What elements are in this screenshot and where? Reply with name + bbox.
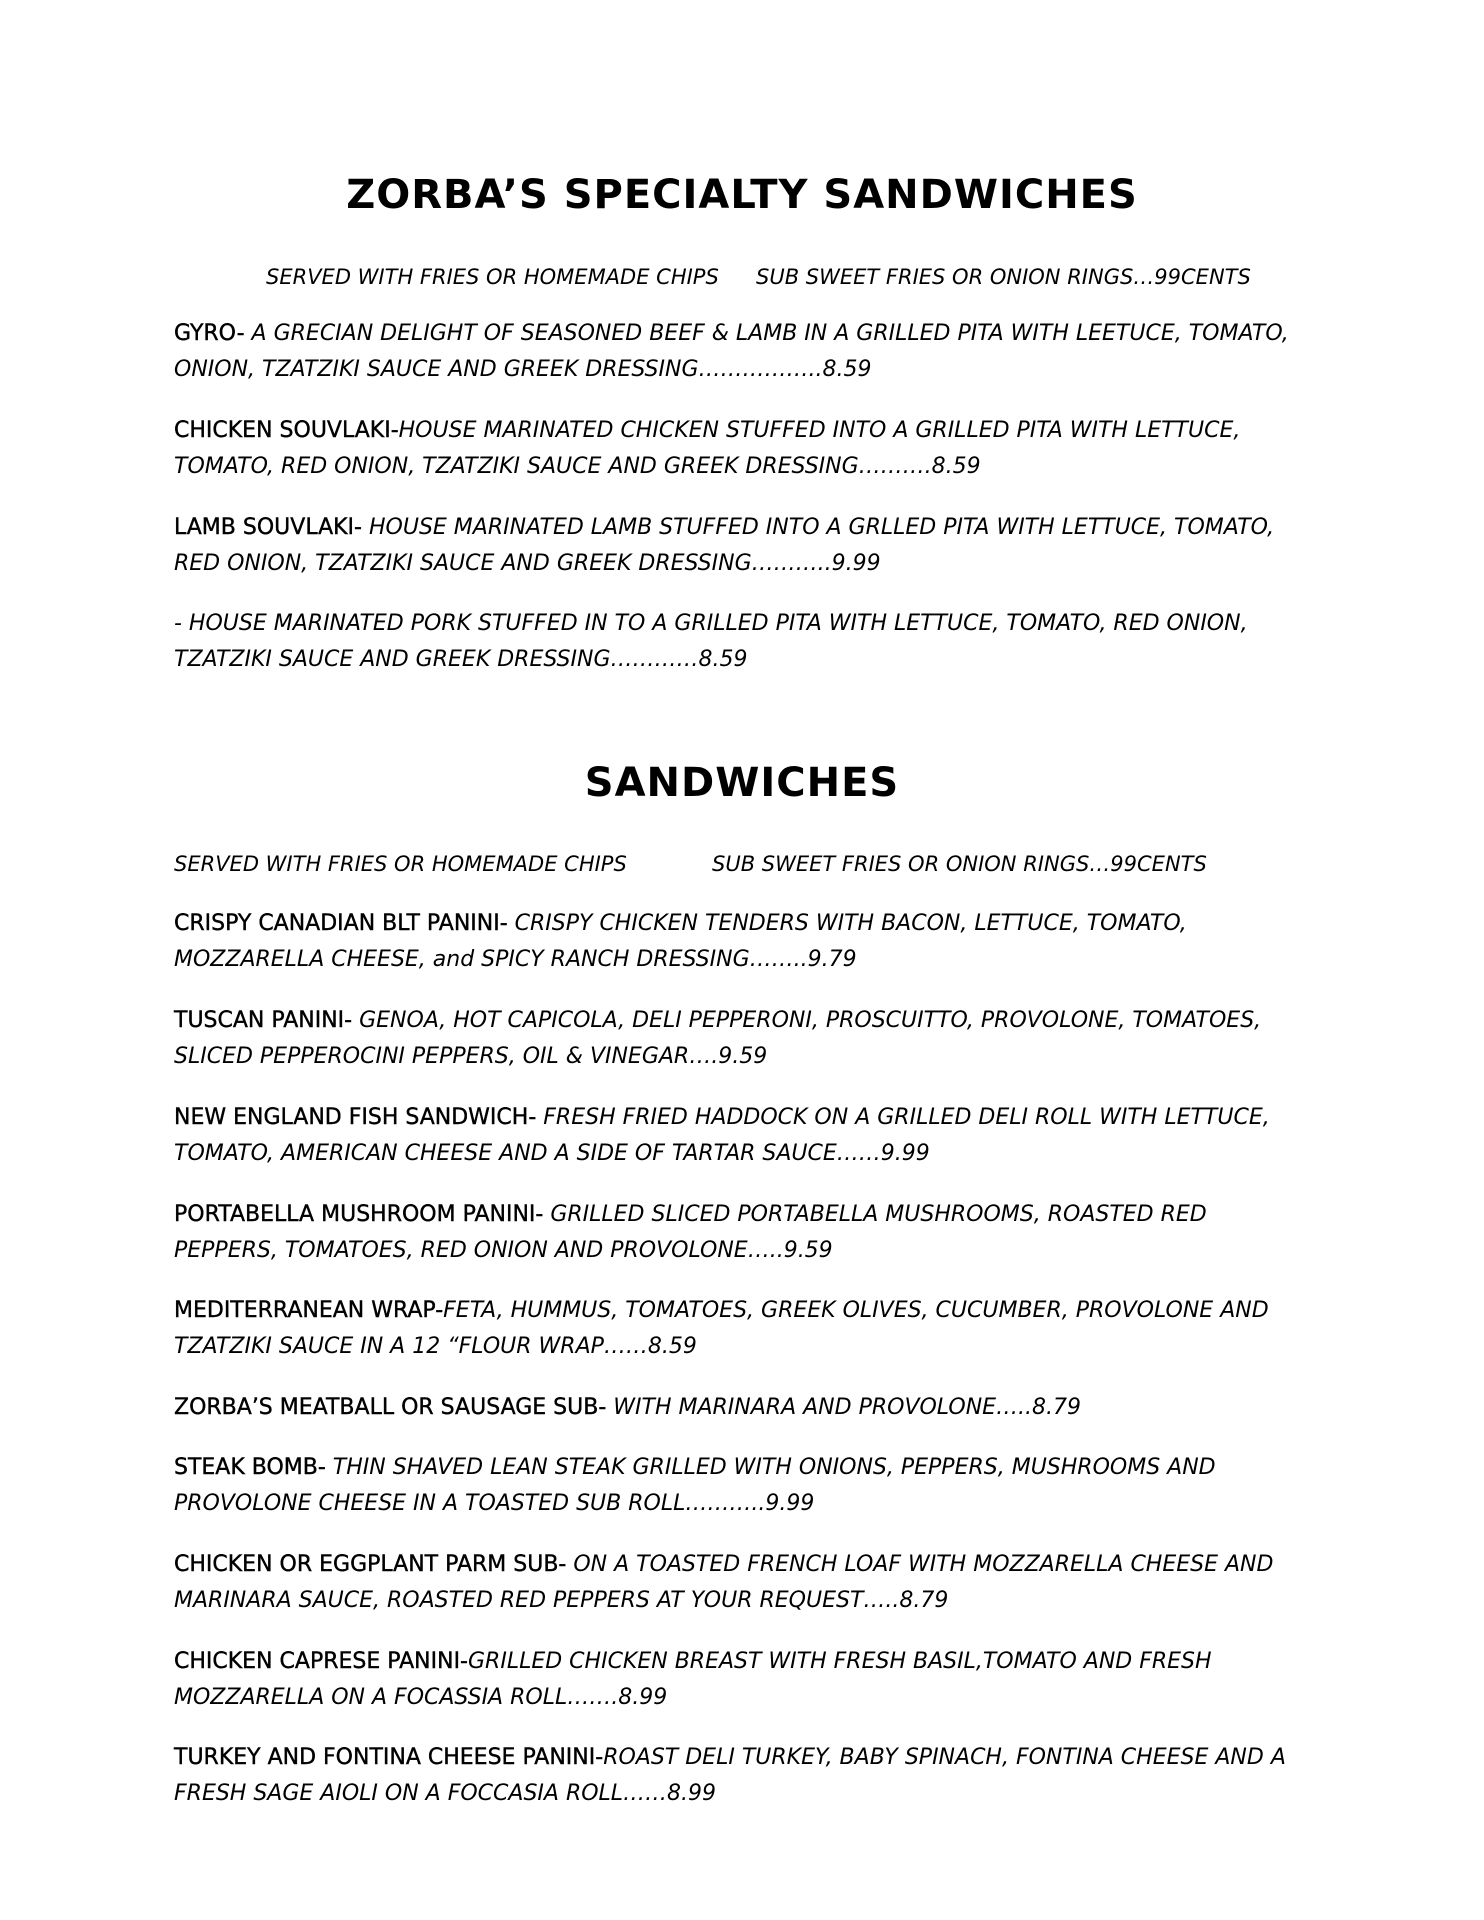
menu-item-description: THIN SHAVED LEAN STEAK GRILLED WITH ONIONS, PEPPERS, MUSHROOMS AND PROVOLONE CHEESE IN A TOASTED SUB ROLL………..9.99: [174, 1455, 1216, 1516]
section-title-specialty: ZORBA’S SPECIALTY SANDWICHES: [346, 172, 1138, 218]
menu-item: [174, 606, 1314, 678]
menu-item-name: MEDITERRANEAN WRAP-: [174, 1298, 444, 1323]
menu-item: [174, 510, 1314, 582]
menu-item: [174, 1003, 1314, 1075]
served-with-note: SERVED WITH FRIES OR HOMEMADE CHIPS: [174, 852, 627, 876]
substitution-note: SUB SWEET FRIES OR ONION RINGS…99CENTS: [712, 852, 1207, 876]
menu-item: [174, 1390, 1314, 1426]
menu-item-name: PORTABELLA MUSHROOM PANINI-: [174, 1202, 544, 1227]
menu-item-description: FRESH FRIED HADDOCK ON A GRILLED DELI ROLL WITH LETTUCE, TOMATO, AMERICAN CHEESE AND A SIDE OF TARTAR SAUCE……9.99: [174, 1105, 1270, 1166]
menu-item: [174, 413, 1314, 485]
menu-item-description: WITH MARINARA AND PROVOLONE…..8.79: [606, 1395, 1082, 1420]
section-title-sandwiches: SANDWICHES: [584, 760, 900, 806]
menu-item: [174, 1740, 1314, 1812]
menu-item-name: STEAK BOMB-: [174, 1455, 326, 1480]
menu-item-description: GENOA, HOT CAPICOLA, DELI PEPPERONI, PROSCUITTO, PROVOLONE, TOMATOES, SLICED PEPPEROCINI PEPPERS, OIL & VINEGAR….9.59: [174, 1008, 1262, 1069]
menu-item-description: HOUSE MARINATED CHICKEN STUFFED INTO A GRILLED PITA WITH LETTUCE, TOMATO, RED ONION, TZATZIKI SAUCE AND GREEK DRESSING……….8.59: [174, 418, 1241, 479]
menu-item-description: CRISPY CHICKEN TENDERS WITH BACON, LETTUCE, TOMATO, MOZZARELLA CHEESE, and SPICY RANCH DRESSING……..9.79: [174, 911, 1187, 972]
menu-item-name: CHICKEN OR EGGPLANT PARM SUB-: [174, 1552, 567, 1577]
menu-item: [174, 1547, 1314, 1619]
menu-item-description: - HOUSE MARINATED PORK STUFFED IN TO A GRILLED PITA WITH LETTUCE, TOMATO, RED ONION, TZATZIKI SAUCE AND GREEK DRESSING…………8.59: [174, 611, 1248, 672]
menu-item: [174, 1197, 1314, 1269]
menu-item: [174, 1100, 1314, 1172]
served-with-note: SERVED WITH FRIES OR HOMEMADE CHIPS: [266, 265, 719, 289]
menu-item-description: FETA, HUMMUS, TOMATOES, GREEK OLIVES, CUCUMBER, PROVOLONE AND TZATZIKI SAUCE IN A 12 “FLOUR WRAP……8.59: [174, 1298, 1269, 1359]
menu-item-description: GRILLED SLICED PORTABELLA MUSHROOMS, ROASTED RED PEPPERS, TOMATOES, RED ONION AND PROVOLONE…..9.59: [174, 1202, 1207, 1263]
menu-item-description: ON A TOASTED FRENCH LOAF WITH MOZZARELLA CHEESE AND MARINARA SAUCE, ROASTED RED PEPPERS AT YOUR REQUEST…..8.79: [174, 1552, 1274, 1613]
menu-item-description: A GRECIAN DELIGHT OF SEASONED BEEF & LAMB IN A GRILLED PITA WITH LEETUCE, TOMATO, ONION, TZATZIKI SAUCE AND GREEK DRESSING……………..8.59: [174, 321, 1289, 382]
menu-item-name: CHICKEN CAPRESE PANINI-: [174, 1649, 468, 1674]
menu-item-name: ZORBA’S MEATBALL OR SAUSAGE SUB-: [174, 1395, 607, 1420]
menu-item-name: TUSCAN PANINI-: [174, 1008, 353, 1033]
menu-item: [174, 1293, 1314, 1365]
menu-item-name: NEW ENGLAND FISH SANDWICH-: [174, 1105, 537, 1130]
menu-item: [174, 316, 1314, 388]
substitution-note: SUB SWEET FRIES OR ONION RINGS…99CENTS: [756, 265, 1251, 289]
menu-item-description: GRILLED CHICKEN BREAST WITH FRESH BASIL,TOMATO AND FRESH MOZZARELLA ON A FOCASSIA ROLL…….8.99: [174, 1649, 1212, 1710]
menu-item: [174, 906, 1314, 978]
menu-item-name: CRISPY CANADIAN BLT PANINI-: [174, 911, 508, 936]
menu-item: [174, 1644, 1314, 1716]
menu-item: [174, 1450, 1314, 1522]
menu-item-name: TURKEY AND FONTINA CHEESE PANINI-: [174, 1745, 604, 1770]
menu-item-name: GYRO-: [174, 321, 245, 346]
menu-item-name: LAMB SOUVLAKI-: [174, 515, 362, 540]
menu-item-name: CHICKEN SOUVLAKI-: [174, 418, 399, 443]
menu-item-description: HOUSE MARINATED LAMB STUFFED INTO A GRLLED PITA WITH LETTUCE, TOMATO, RED ONION, TZATZIKI SAUCE AND GREEK DRESSING………..9.99: [174, 515, 1275, 576]
menu-item-description: ROAST DELI TURKEY, BABY SPINACH, FONTINA CHEESE AND A FRESH SAGE AIOLI ON A FOCCASIA ROLL……8.99: [174, 1745, 1286, 1806]
